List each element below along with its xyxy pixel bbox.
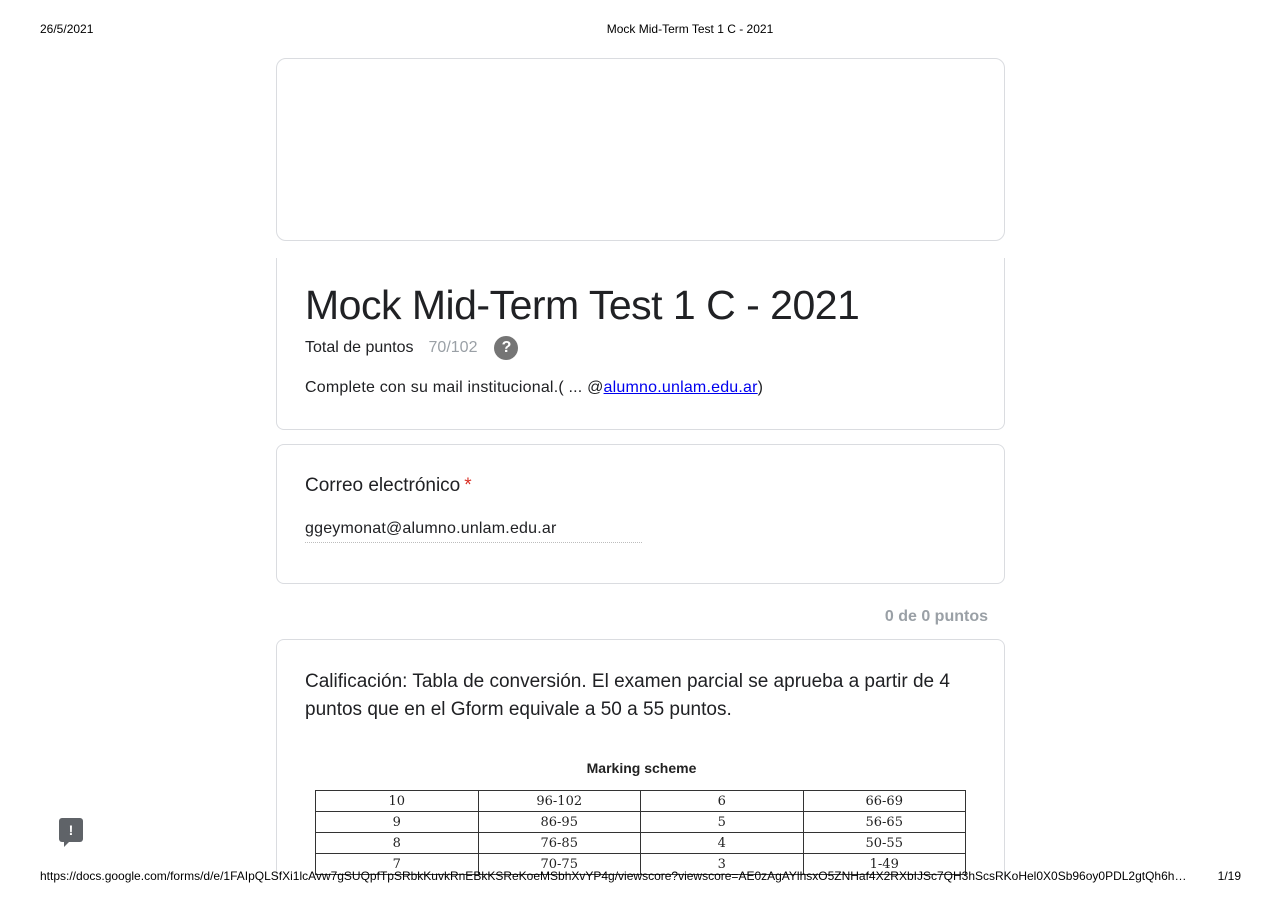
marking-scheme-table xyxy=(315,790,966,875)
email-answer: ggeymonat@alumno.unlam.edu.ar xyxy=(305,520,557,537)
print-date: 26/5/2021 xyxy=(40,22,94,36)
print-url: https://docs.google.com/forms/d/e/1FAIpQLSfXi1lcAvw7gSUQpfTpSRbkKuvkRnEBkKSReKoeMSbhXvYP4g/viewscore?viewscore=AE0zAgAYlhsxO5ZNHaf4X2RXbIJSc7QH3hScsRKoHel0X0Sb96oy0PDL2gtQh6h… xyxy=(40,869,1187,883)
description-prefix: Complete con su mail institucional.( ... @ xyxy=(305,379,604,396)
email-question-card xyxy=(276,444,1005,584)
form-description xyxy=(305,379,763,397)
total-points xyxy=(305,336,518,360)
points-label: Total de puntos xyxy=(305,339,414,356)
table-cell: 7 xyxy=(316,854,479,875)
help-icon[interactable]: ? xyxy=(494,336,518,360)
form-title: Mock Mid-Term Test 1 C - 2021 xyxy=(305,282,860,328)
table-cell: 5 xyxy=(641,812,804,833)
print-page-number: 1/19 xyxy=(1217,869,1241,883)
email-question-title xyxy=(305,475,472,497)
table-cell: 6 xyxy=(641,791,804,812)
section-points: 0 de 0 puntos xyxy=(884,608,988,625)
description-suffix: ) xyxy=(757,379,764,396)
required-asterisk: * xyxy=(464,475,472,496)
email-domain-link[interactable]: alumno.unlam.edu.ar xyxy=(603,379,758,396)
table-row xyxy=(316,791,966,812)
table-row xyxy=(316,812,966,833)
table-cell: 66-69 xyxy=(803,791,966,812)
feedback-icon[interactable]: ! xyxy=(59,818,83,842)
header-banner xyxy=(276,58,1005,241)
table-cell: 8 xyxy=(316,833,479,854)
table-cell: 9 xyxy=(316,812,479,833)
table-cell: 3 xyxy=(641,854,804,875)
points-value: 70/102 xyxy=(428,339,478,356)
table-cell: 1-49 xyxy=(803,854,966,875)
print-title: Mock Mid-Term Test 1 C - 2021 xyxy=(606,22,774,36)
grading-info-card xyxy=(276,639,1005,879)
table-cell: 96-102 xyxy=(478,791,641,812)
table-cell: 56-65 xyxy=(803,812,966,833)
table-cell: 4 xyxy=(641,833,804,854)
table-cell: 76-85 xyxy=(478,833,641,854)
marking-scheme-title: Marking scheme xyxy=(586,760,697,776)
table-cell: 86-95 xyxy=(478,812,641,833)
table-row xyxy=(316,833,966,854)
table-cell: 70-75 xyxy=(478,854,641,875)
table-cell: 50-55 xyxy=(803,833,966,854)
grading-description: Calificación: Tabla de conversión. El examen parcial se aprueba a partir de 4 puntos que en el Gform equivale a 50 a 55 puntos. xyxy=(305,671,950,720)
email-question-label: Correo electrónico xyxy=(305,475,461,496)
table-cell: 10 xyxy=(316,791,479,812)
form-header-card xyxy=(276,258,1005,430)
answer-underline xyxy=(305,542,642,543)
